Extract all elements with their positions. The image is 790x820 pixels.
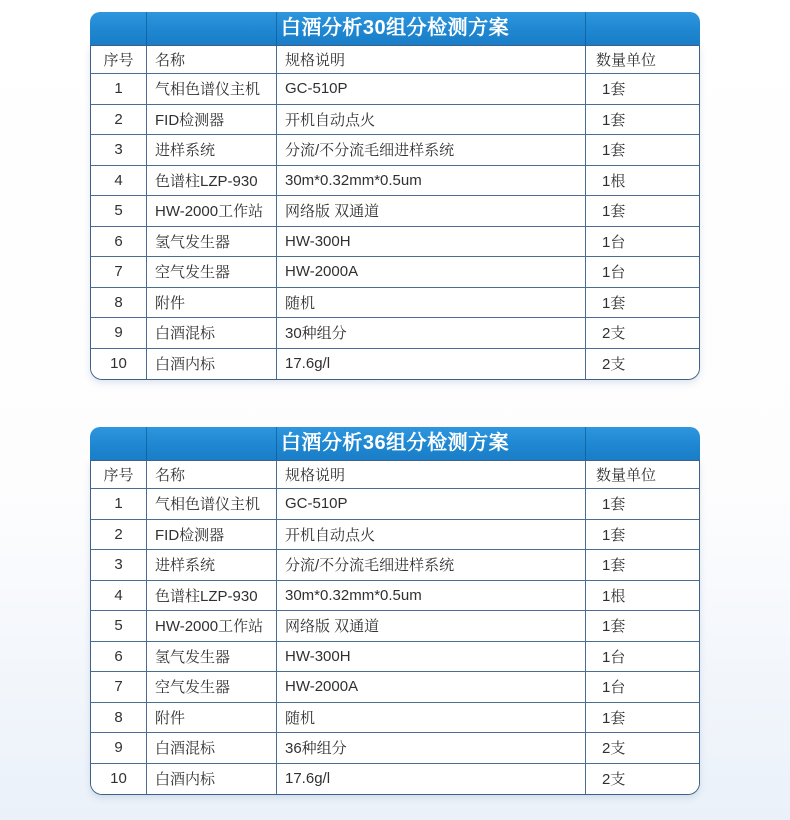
cell-name: 进样系统 xyxy=(147,135,277,166)
cell-name: 白酒内标 xyxy=(147,349,277,380)
cell-name: 空气发生器 xyxy=(147,257,277,288)
title-bar-column-divider xyxy=(276,427,277,460)
col-header-qty: 数量单位 xyxy=(586,461,700,489)
cell-spec: HW-300H xyxy=(277,227,586,258)
cell-index: 8 xyxy=(91,288,147,319)
cell-spec: 随机 xyxy=(277,703,586,734)
title-bar-column-divider xyxy=(585,12,586,45)
cell-name: 白酒混标 xyxy=(147,733,277,764)
cell-spec: 开机自动点火 xyxy=(277,520,586,551)
table-row xyxy=(91,318,700,349)
cell-qty: 2支 xyxy=(602,771,626,789)
cell-spec: HW-300H xyxy=(277,642,586,673)
cell-name: 空气发生器 xyxy=(147,672,277,703)
table-row xyxy=(91,135,700,166)
table-title: 白酒分析30组分检测方案 xyxy=(280,17,510,39)
title-bar-column-divider xyxy=(146,12,147,45)
table-row xyxy=(91,196,700,227)
cell-qty: 1根 xyxy=(586,166,700,197)
table-title: 白酒分析36组分检测方案 xyxy=(280,432,510,454)
table-row xyxy=(91,581,700,612)
col-header-qty: 数量单位 xyxy=(586,46,700,74)
cell-index: 6 xyxy=(91,227,147,258)
cell-qty: 1套 xyxy=(586,288,700,319)
cell-name: FID检测器 xyxy=(147,520,277,551)
cell-spec: 随机 xyxy=(277,288,586,319)
table-rows xyxy=(91,489,700,794)
table-title-bar xyxy=(90,12,700,45)
cell-spec: 17.6g/l xyxy=(277,764,586,795)
table-row xyxy=(91,672,700,703)
cell-spec: 网络版 双通道 xyxy=(277,196,586,227)
col-header-index: 序号 xyxy=(91,46,147,74)
col-header-name: 名称 xyxy=(147,46,277,74)
cell-index: 6 xyxy=(91,642,147,673)
table-title-bar xyxy=(90,427,700,460)
col-header-spec: 规格说明 xyxy=(277,461,586,489)
title-bar-column-divider xyxy=(276,12,277,45)
cell-index: 3 xyxy=(91,135,147,166)
table-rows xyxy=(91,74,700,379)
cell-qty: 1台 xyxy=(586,227,700,258)
cell-spec: 30种组分 xyxy=(277,318,586,349)
cell-qty: 1套 xyxy=(586,135,700,166)
cell-qty: 1套 xyxy=(586,105,700,136)
table-container xyxy=(90,45,700,380)
cell-qty: 1台 xyxy=(586,642,700,673)
cell-name: 氢气发生器 xyxy=(147,642,277,673)
table-row xyxy=(91,349,700,380)
cell-qty: 2支 xyxy=(586,733,700,764)
cell-qty: 1套 xyxy=(586,520,700,551)
cell-name: 白酒内标 xyxy=(147,764,277,795)
cell-index: 9 xyxy=(91,733,147,764)
cell-index: 10 xyxy=(91,349,147,380)
cell-spec: 分流/不分流毛细进样系统 xyxy=(277,550,586,581)
table-row xyxy=(91,489,700,520)
title-bar-column-divider xyxy=(585,427,586,460)
cell-spec: 开机自动点火 xyxy=(277,105,586,136)
cell-index: 8 xyxy=(91,703,147,734)
cell-spec: 网络版 双通道 xyxy=(277,611,586,642)
cell-name: 色谱柱LZP-930 xyxy=(147,581,277,612)
cell-name: HW-2000工作站 xyxy=(147,196,277,227)
table-row xyxy=(91,550,700,581)
spec-panel-36 xyxy=(90,427,700,795)
cell-spec: HW-2000A xyxy=(277,672,586,703)
cell-index: 3 xyxy=(91,550,147,581)
table-row xyxy=(91,288,700,319)
cell-index: 9 xyxy=(91,318,147,349)
table-row xyxy=(91,520,700,551)
table-container xyxy=(90,460,700,795)
cell-name: 白酒混标 xyxy=(147,318,277,349)
cell-qty: 1台 xyxy=(586,257,700,288)
cell-index: 5 xyxy=(91,611,147,642)
cell-index: 7 xyxy=(91,257,147,288)
cell-qty: 1套 xyxy=(586,703,700,734)
spec-table xyxy=(91,46,700,379)
cell-name: FID检测器 xyxy=(147,105,277,136)
cell-index: 1 xyxy=(91,74,147,105)
cell-index: 2 xyxy=(91,520,147,551)
cell-index: 1 xyxy=(91,489,147,520)
cell-index: 4 xyxy=(91,581,147,612)
cell-name: HW-2000工作站 xyxy=(147,611,277,642)
cell-index: 4 xyxy=(91,166,147,197)
title-bar-column-divider xyxy=(146,427,147,460)
cell-spec: 17.6g/l xyxy=(277,349,586,380)
cell-spec: 36种组分 xyxy=(277,733,586,764)
table-row xyxy=(91,611,700,642)
cell-name: 附件 xyxy=(147,288,277,319)
cell-qty: 1套 xyxy=(586,74,700,105)
table-row xyxy=(91,257,700,288)
cell-name: 色谱柱LZP-930 xyxy=(147,166,277,197)
table-row xyxy=(91,764,700,795)
cell-index: 5 xyxy=(91,196,147,227)
cell-qty: 1根 xyxy=(586,581,700,612)
cell-index: 7 xyxy=(91,672,147,703)
cell-name: 氢气发生器 xyxy=(147,227,277,258)
spec-table xyxy=(91,461,700,794)
col-header-spec: 规格说明 xyxy=(277,46,586,74)
cell-spec: HW-2000A xyxy=(277,257,586,288)
table-row xyxy=(91,733,700,764)
cell-qty: 1台 xyxy=(586,672,700,703)
table-row xyxy=(91,703,700,734)
cell-spec: GC-510P xyxy=(277,489,586,520)
table-row xyxy=(91,642,700,673)
cell-index: 10 xyxy=(91,764,147,795)
col-header-name: 名称 xyxy=(147,461,277,489)
table-row xyxy=(91,74,700,105)
cell-spec: 分流/不分流毛细进样系统 xyxy=(277,135,586,166)
col-header-index: 序号 xyxy=(91,461,147,489)
table-row xyxy=(91,227,700,258)
cell-name: 气相色谱仪主机 xyxy=(147,489,277,520)
cell-name: 进样系统 xyxy=(147,550,277,581)
cell-spec: 30m*0.32mm*0.5um xyxy=(277,166,586,197)
cell-qty: 1套 xyxy=(586,611,700,642)
spec-panel-30 xyxy=(90,12,700,380)
column-header-row xyxy=(91,46,700,74)
cell-name: 气相色谱仪主机 xyxy=(147,74,277,105)
cell-qty: 2支 xyxy=(586,318,700,349)
column-header-row xyxy=(91,461,700,489)
cell-qty: 1套 xyxy=(586,550,700,581)
cell-spec: 30m*0.32mm*0.5um xyxy=(277,581,586,612)
cell-spec: GC-510P xyxy=(277,74,586,105)
table-row xyxy=(91,105,700,136)
cell-qty: 1套 xyxy=(586,489,700,520)
table-row xyxy=(91,166,700,197)
cell-qty: 2支 xyxy=(602,356,626,374)
cell-name: 附件 xyxy=(147,703,277,734)
cell-qty: 1套 xyxy=(586,196,700,227)
cell-index: 2 xyxy=(91,105,147,136)
